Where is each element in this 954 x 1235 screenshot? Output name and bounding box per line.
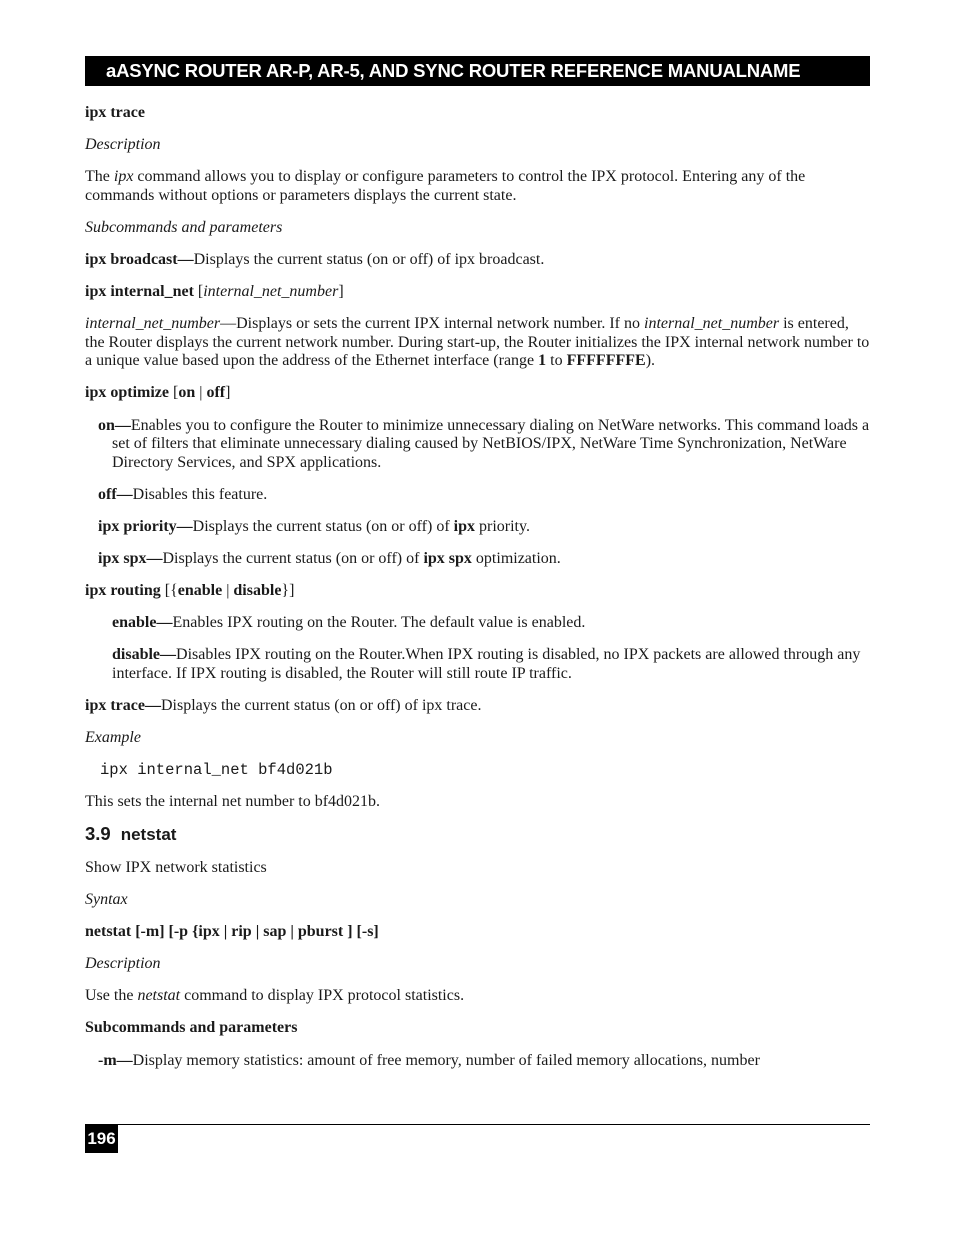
running-header <box>85 56 870 86</box>
example-note: This sets the internal net number to bf4d021b. <box>85 793 381 811</box>
netstat-description-label: Description <box>85 955 161 973</box>
example-label: Example <box>85 729 141 747</box>
footer-rule <box>85 1124 870 1125</box>
description-text: The ipx command allows you to display or configure parameters to control the IPX protocol. Entering any of the commands without options or parameters displays the current state. <box>85 168 806 204</box>
netstat-syntax: netstat [-m] [-p {ipx | rip | sap | pburst ] [-s] <box>85 923 379 941</box>
optimize-off-entry: off—Disables this feature. <box>98 485 268 503</box>
routing-disable-entry: disable—Disables IPX routing on the Router.When IPX routing is disabled, no IPX packets are allowed through any interface. If IPX routing is disabled, the Router will still route IP traffic. <box>112 646 861 682</box>
page-number: 196 <box>85 1125 118 1153</box>
description-label: Description <box>85 136 161 154</box>
example-code: ipx internal_net bf4d021b <box>100 761 333 780</box>
subcommands-label: Subcommands and parameters <box>85 218 283 236</box>
syntax-label: Syntax <box>85 891 128 909</box>
ipx-optimize-syntax: ipx optimize [on | off] <box>85 384 231 402</box>
netstat-m-entry: -m—Display memory statistics: amount of free memory, number of failed memory allocations, number <box>98 1051 760 1069</box>
section-title: netstat <box>120 825 177 845</box>
ipx-internal-net-syntax: ipx internal_net [internal_net_number] <box>85 283 344 301</box>
netstat-description-text: Use the netstat command to display IPX protocol statistics. <box>85 987 465 1005</box>
ipx-routing-syntax: ipx routing [{enable | disable}] <box>85 582 295 600</box>
command-heading: ipx trace <box>85 104 145 121</box>
internal-net-number-entry: internal_net_number—Displays or sets the current IPX internal network number. If no internal_net_number is entered, the Router displays the current network number. During start-up, the Router initializes the IPX internal network number to a unique value based upon the address of the Ethernet interface (range 1 to FFFFFFFE). <box>85 315 870 370</box>
ipx-broadcast-entry: ipx broadcast—Displays the current status (on or off) of ipx broadcast. <box>85 250 545 268</box>
page-body <box>85 104 870 1084</box>
section-number: 3.9 <box>85 823 111 845</box>
ipx-spx-entry: ipx spx—Displays the current status (on or off) of ipx spx optimization. <box>98 550 561 567</box>
netstat-subcommands-label: Subcommands and parameters <box>85 1019 298 1037</box>
section-heading <box>85 825 870 845</box>
ipx-trace-entry: ipx trace—Displays the current status (on or off) of ipx trace. <box>85 696 482 714</box>
manual-title: aASYNC ROUTER AR-P, AR-5, AND SYNC ROUTER REFERENCE MANUALNAME <box>106 60 801 81</box>
ipx-priority-entry: ipx priority—Displays the current status (on or off) of ipx priority. <box>98 517 530 535</box>
netstat-summary: Show IPX network statistics <box>85 858 267 876</box>
optimize-on-entry: on—Enables you to configure the Router to minimize unnecessary dialing on NetWare networks. This command loads a set of filters that eliminate unnecessary dialing caused by NetBIOS/IPX, NetWare Time Synchronization, NetWare Directory Services, and SPX applications. <box>98 416 870 471</box>
routing-enable-entry: enable—Enables IPX routing on the Router. The default value is enabled. <box>112 614 586 632</box>
